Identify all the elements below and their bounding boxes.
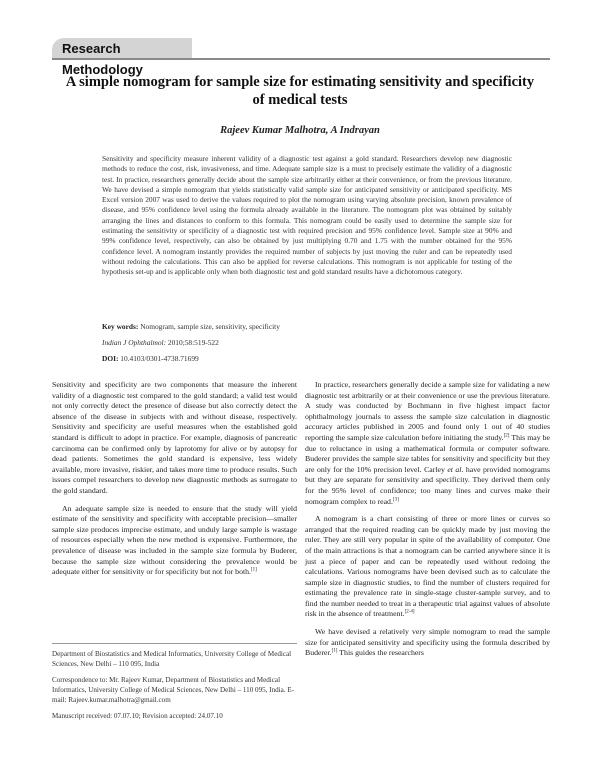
doi-label: DOI: — [102, 354, 119, 363]
paragraph-text: In practice, researchers generally decide a sample size for validating a new diagnostic test arbitrarily or at their convenience or use the previous literature. A study was conducted by Bochmann in five highest impact factor ophthalmology journals to assess the sample size calculation in diagnostic accuracy articles published in 2005 and found only 1 out of 40 studies reporting the sample size calculation before initiating the study. — [305, 380, 550, 442]
paragraph — [305, 514, 550, 620]
article-title: A simple nomogram for sample size for estimating sensitivity and specificity of medical tests — [65, 74, 535, 108]
correspondence: Correspondence to: Mr. Rajeev Kumar, Department of Biostatistics and Medical Informatics, University College of Medical Sciences, New Delhi – 110 095, India. E-mail: Rajeev.kumar.malhotra@gmail.com — [52, 676, 295, 704]
abstract: Sensitivity and specificity measure inherent validity of a diagnostic test against a gold standard. Researchers develop new diagnostic methods to reduce the cost, risk, invasiveness, and time. Adequate sample size is a must to precisely estimate the validity of a diagnostic test. In practice, researchers generally decide about the sample size arbitrarily either at their convenience, or from the previous literature. We have devised a simple nomogram that yields statistically valid sample size for anticipated sensitivity or anticipated specificity. MS Excel version 2007 was used to derive the values required to plot the nomogram using varying absolute precision, known prevalence of disease, and 95% confidence level using the formula already available in the literature. The nomogram plot was obtained by suitably arranging the lines and distances to conform to this formula. This nomogram could be easily used to determine the sample size for estimating the sensitivity or specificity of a diagnostic test with required precision and 95% confidence level. Sample size at 90% and 99% confidence level, respectively, can also be obtained by just multiplying 0.70 and 1.75 with the number obtained for the 95% confidence level. A nomogram instantly provides the required number of subjects by just moving the ruler and can be repeatedly used without redoing the calculations. This can also be applied for reverse calculations. This nomogram is not applicable for testing of the hypothesis set-up and is applicable only when both diagnostic test and gold standard results have a dichotomous category. — [102, 154, 512, 277]
paragraph-text: Sensitivity and specificity are two components that measure the inherent validity of a diagnostic test compared to the gold standard; a valid test would not only correctly detect the presence of disease but also correctly detect the absence of the disease in subjects with and without disease, respectively. Sensitivity and specificity are useful measures when the established gold standard is difficult to adopt in practice. For example, diagnosis of pancreatic carcinoma can be confirmed only by laprotomy for alive or by autopsy for dead patients. Sometimes the gold standard is expensive, less widely available, more invasive, riskier, and takes more time to produce results. Such issues compel researchers to develop new diagnostic methods as surrogate to the gold standard. — [52, 380, 297, 495]
paragraph — [305, 380, 550, 507]
reference-marker[interactable]: [1] — [331, 648, 338, 654]
section-label: Research Methodology — [52, 38, 192, 59]
section-divider — [52, 58, 550, 60]
keywords-line — [102, 322, 280, 331]
reference-marker[interactable]: [3] — [392, 496, 399, 502]
article-authors: Rajeev Kumar Malhotra, A Indrayan — [220, 125, 380, 136]
reference-marker[interactable]: [2] — [503, 433, 510, 439]
paragraph-text: An adequate sample size is needed to ensure that the study will yield estimate of the sensitivity and specificity with acceptable precision—smaller sample size produces imprecise estimate, and unduly large sample is wastage of resources especially when the new method is expensive. Furthermore, the prevalence of disease was included in the sample size formula by Buderer, because the sample size without considering the prevalence would be adequate either for sensitivity or for specificity but not for both. — [52, 503, 297, 577]
paragraph-text: A nomogram is a chart consisting of three or more lines or curves so arranged that the required reading can be quickly made by just moving the ruler. They are still very popular in spite of the availability of computer. One of the main attractions is that a nomogram can be carried anywhere since it is just a piece of paper and can be repeatedly used without redoing the calculations. Various nomograms have been devised such as to calculate the sample size in diagnostic studies, to find the number of clusters required for estimating the prevalence rate in single-stage cluster-sample survey, and to find the number needed to treat in a therapeutic trial against values of absolute risk in the absence of treatment. — [305, 514, 550, 619]
doi-line — [102, 354, 199, 363]
doi-value: 10.4103/0301-4738.71699 — [120, 354, 199, 363]
reference-marker[interactable]: [2-4] — [404, 609, 415, 615]
reference-marker[interactable]: [1] — [250, 567, 257, 573]
body-column-left — [52, 380, 297, 585]
body-column-right — [305, 380, 550, 666]
affiliation: Department of Biostatistics and Medical Informatics, University College of Medical Sciences, New Delhi – 110 095, India — [52, 650, 292, 668]
journal-name: Indian J Ophthalmol: — [102, 338, 167, 347]
paragraph-text: This guides the researchers — [337, 648, 424, 658]
footnote-divider — [52, 643, 297, 644]
paragraph-text: We have devised a relatively very simple nomogram to read the sample size for anticipated sensitivity and specificity using the formula described by Buderer. — [305, 627, 550, 658]
manuscript-dates: Manuscript received: 07.07.10; Revision accepted: 24.07.10 — [52, 712, 223, 720]
paragraph-text: et al. — [447, 464, 464, 474]
paragraph-text: have provided nomograms but they are separate for sensitivity and specificity. They derived them only for the 95% level of confidence; too many lines and curves make their nomogram complex to read. — [305, 464, 550, 506]
keywords-label: Key words: — [102, 322, 139, 331]
citation-line — [102, 338, 219, 347]
paragraph — [52, 504, 297, 578]
paragraph — [305, 627, 550, 659]
paragraph-text: This may be due to reluctance in using a mathematical formula or computer software. Buderer provides the sample size tables for sensitivity and specificity but they are only for the 10% precision level. Carley — [305, 432, 550, 474]
paragraph — [52, 380, 297, 497]
citation: 2010;58:519-522 — [167, 338, 219, 347]
keywords: Nomogram, sample size, sensitivity, specificity — [140, 322, 280, 331]
